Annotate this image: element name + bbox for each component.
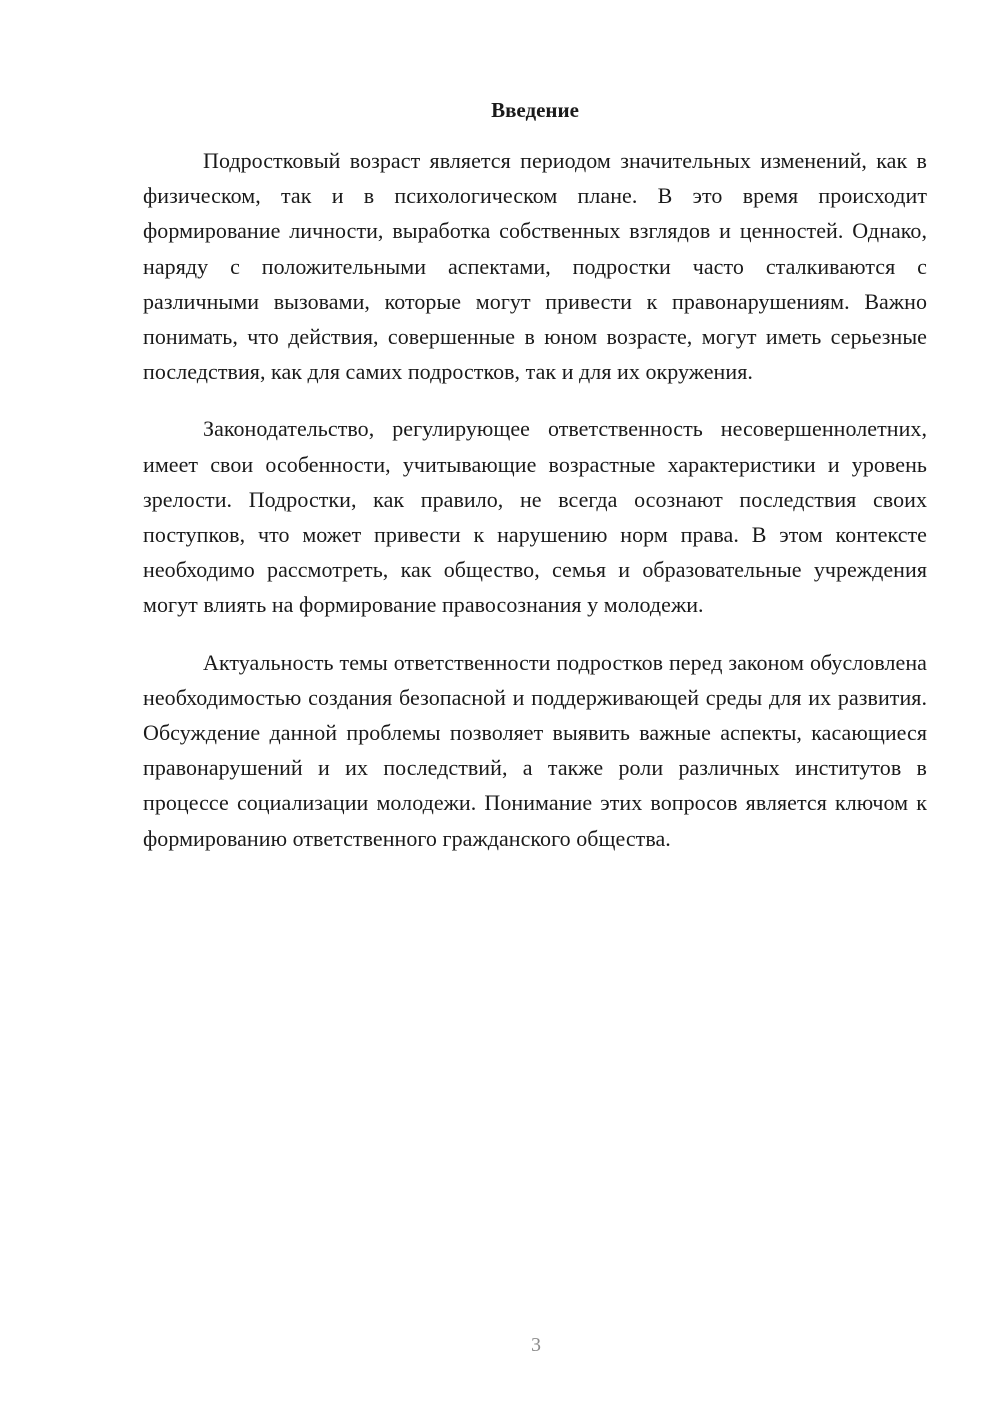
paragraph-2: Законодательство, регулирующее ответственность несовершеннолетних, имеет свои особенности, учитывающие возрастные характеристики и уровень зрелости. Подростки, как правило, не всегда осознают последствия своих поступков, что может привести к нарушению норм права. В этом контексте необходимо рассмотреть, как общество, семья и образовательные учреждения могут влиять на формирование правосознания у молодежи. xyxy=(143,416,927,618)
page-content xyxy=(143,92,927,878)
paragraph-1: Подростковый возраст является периодом значительных изменений, как в физическом, так и в психологическом плане. В это время происходит формирование личности, выработка собственных взглядов и ценностей. Однако, наряду с положительными аспектами, подростки часто сталкиваются с различными вызовами, которые могут привести к правонарушениям. Важно понимать, что действия, совершенные в юном возрасте, могут иметь серьезные последствия, как для самих подростков, так и для их окружения. xyxy=(143,148,927,385)
section-title: Введение xyxy=(491,98,579,122)
page-number: 3 xyxy=(531,1334,541,1356)
paragraph-3: Актуальность темы ответственности подростков перед законом обусловлена необходимостью создания безопасной и поддерживающей среды для их развития. Обсуждение данной проблемы позволяет выявить важные аспекты, касающиеся правонарушений и их последствий, а также роли различных институтов в процессе социализации молодежи. Понимание этих вопросов является ключом к формированию ответственного гражданского общества. xyxy=(143,649,927,851)
